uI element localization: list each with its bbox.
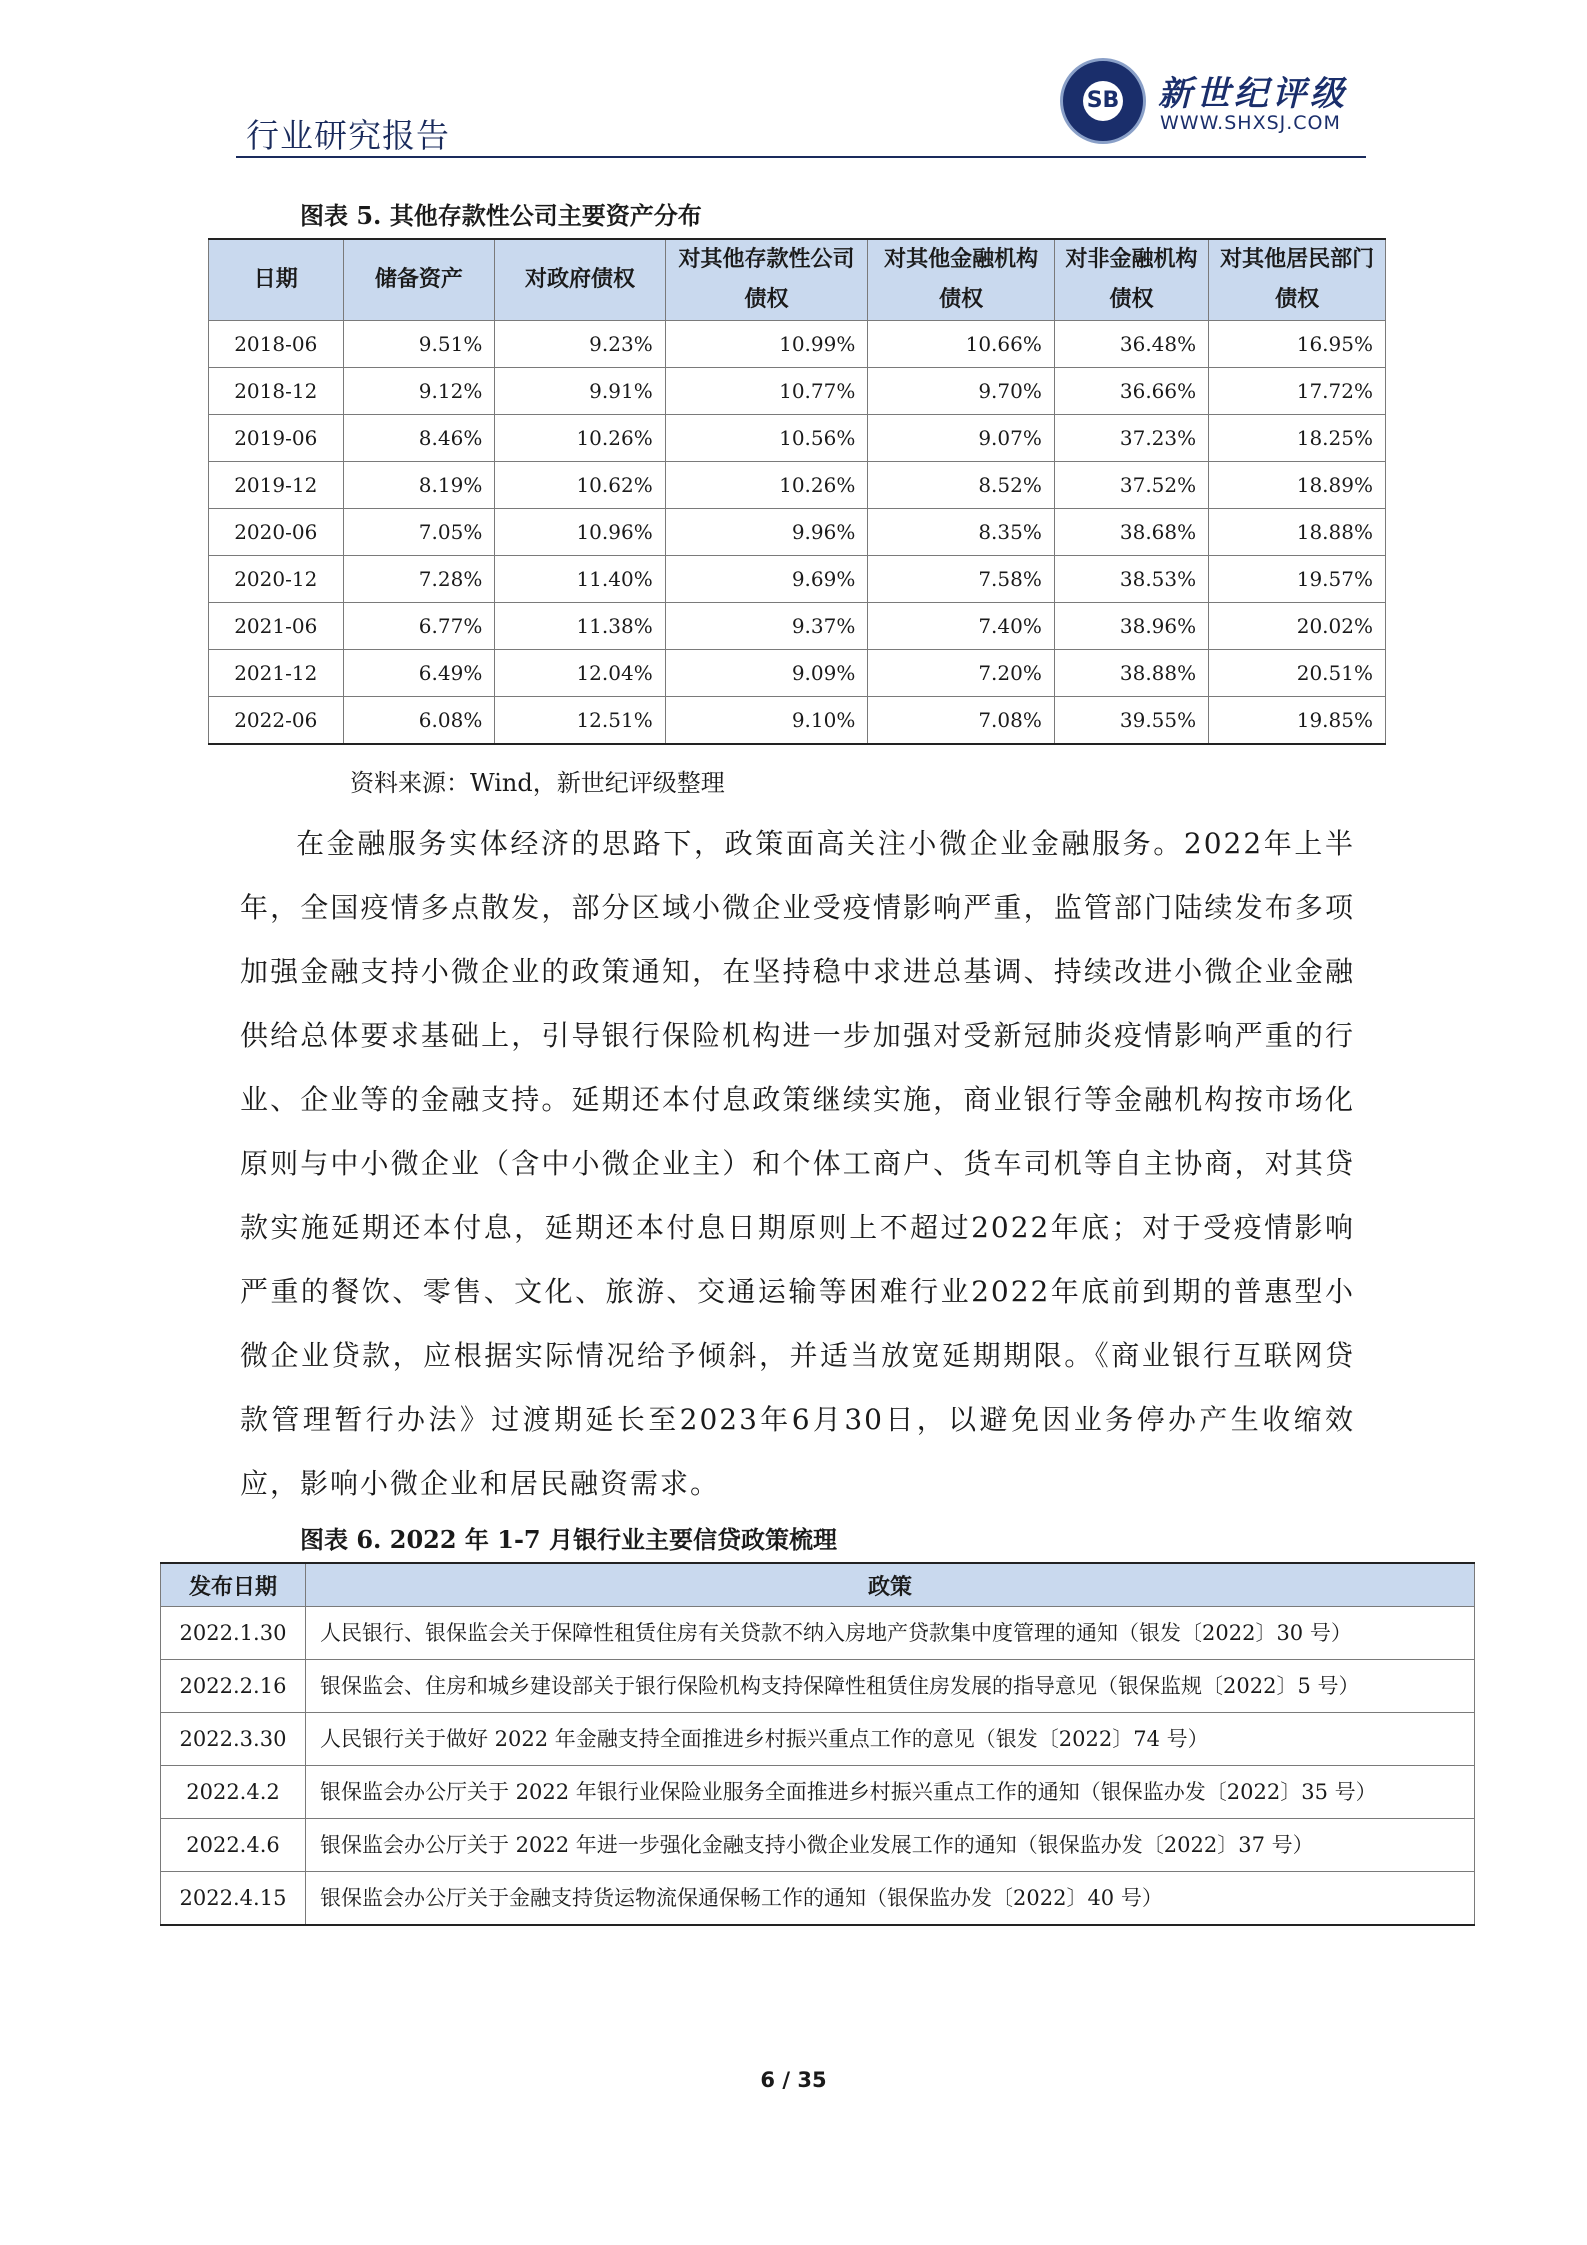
value-cell: 7.05% bbox=[343, 509, 495, 556]
value-cell: 7.08% bbox=[868, 697, 1055, 745]
value-cell: 20.02% bbox=[1209, 603, 1386, 650]
column-header: 对其他存款性公司债权 bbox=[665, 239, 868, 321]
column-header: 政策 bbox=[306, 1563, 1475, 1607]
date-cell: 2022.4.6 bbox=[161, 1819, 306, 1872]
value-cell: 9.69% bbox=[665, 556, 868, 603]
value-cell: 9.70% bbox=[868, 368, 1055, 415]
value-cell: 9.10% bbox=[665, 697, 868, 745]
value-cell: 银保监会办公厅关于 2022 年进一步强化金融支持小微企业发展工作的通知（银保监办发〔2022〕37 号） bbox=[306, 1819, 1475, 1872]
column-header: 发布日期 bbox=[161, 1563, 306, 1607]
value-cell: 16.95% bbox=[1209, 321, 1386, 368]
value-cell: 9.23% bbox=[495, 321, 665, 368]
value-cell: 18.89% bbox=[1209, 462, 1386, 509]
value-cell: 18.25% bbox=[1209, 415, 1386, 462]
value-cell: 银保监会办公厅关于 2022 年银行业保险业服务全面推进乡村振兴重点工作的通知（银保监办发〔2022〕35 号） bbox=[306, 1766, 1475, 1819]
value-cell: 9.12% bbox=[343, 368, 495, 415]
date-cell: 2020-12 bbox=[209, 556, 344, 603]
value-cell: 9.96% bbox=[665, 509, 868, 556]
column-header: 对非金融机构债权 bbox=[1054, 239, 1208, 321]
credit-policy-table bbox=[160, 1562, 1475, 1926]
value-cell: 9.91% bbox=[495, 368, 665, 415]
value-cell: 12.51% bbox=[495, 697, 665, 745]
value-cell: 7.58% bbox=[868, 556, 1055, 603]
logo-emblem-icon bbox=[1060, 58, 1146, 144]
value-cell: 19.57% bbox=[1209, 556, 1386, 603]
value-cell: 10.96% bbox=[495, 509, 665, 556]
table5-source: 资料来源：Wind，新世纪评级整理 bbox=[350, 769, 725, 797]
table-row bbox=[209, 556, 1386, 603]
value-cell: 7.20% bbox=[868, 650, 1055, 697]
value-cell: 37.52% bbox=[1054, 462, 1208, 509]
logo-url: WWW.SHXSJ.COM bbox=[1160, 112, 1341, 134]
value-cell: 19.85% bbox=[1209, 697, 1386, 745]
value-cell: 8.46% bbox=[343, 415, 495, 462]
value-cell: 39.55% bbox=[1054, 697, 1208, 745]
table-row bbox=[161, 1607, 1475, 1660]
table-row bbox=[161, 1713, 1475, 1766]
value-cell: 10.26% bbox=[665, 462, 868, 509]
value-cell: 8.19% bbox=[343, 462, 495, 509]
date-cell: 2019-12 bbox=[209, 462, 344, 509]
column-header: 日期 bbox=[209, 239, 344, 321]
table-row bbox=[209, 650, 1386, 697]
value-cell: 10.62% bbox=[495, 462, 665, 509]
value-cell: 银保监会办公厅关于金融支持货运物流保通保畅工作的通知（银保监办发〔2022〕40 号） bbox=[306, 1872, 1475, 1926]
value-cell: 7.28% bbox=[343, 556, 495, 603]
table-row bbox=[161, 1766, 1475, 1819]
value-cell: 6.49% bbox=[343, 650, 495, 697]
value-cell: 12.04% bbox=[495, 650, 665, 697]
table-row bbox=[209, 697, 1386, 745]
company-logo bbox=[1060, 58, 1370, 148]
logo-name: 新世纪评级 bbox=[1158, 74, 1348, 114]
logo-mark: SB bbox=[1083, 81, 1123, 121]
value-cell: 11.38% bbox=[495, 603, 665, 650]
date-cell: 2022-06 bbox=[209, 697, 344, 745]
table-row bbox=[161, 1872, 1475, 1926]
table-header-row bbox=[209, 239, 1386, 321]
date-cell: 2020-06 bbox=[209, 509, 344, 556]
value-cell: 17.72% bbox=[1209, 368, 1386, 415]
value-cell: 6.08% bbox=[343, 697, 495, 745]
value-cell: 36.66% bbox=[1054, 368, 1208, 415]
value-cell: 38.68% bbox=[1054, 509, 1208, 556]
value-cell: 9.37% bbox=[665, 603, 868, 650]
value-cell: 9.51% bbox=[343, 321, 495, 368]
table-row bbox=[209, 321, 1386, 368]
asset-distribution-table bbox=[208, 238, 1386, 745]
value-cell: 38.53% bbox=[1054, 556, 1208, 603]
value-cell: 8.35% bbox=[868, 509, 1055, 556]
value-cell: 人民银行关于做好 2022 年金融支持全面推进乡村振兴重点工作的意见（银发〔2022〕74 号） bbox=[306, 1713, 1475, 1766]
date-cell: 2022.3.30 bbox=[161, 1713, 306, 1766]
value-cell: 9.09% bbox=[665, 650, 868, 697]
value-cell: 7.40% bbox=[868, 603, 1055, 650]
value-cell: 10.26% bbox=[495, 415, 665, 462]
value-cell: 10.77% bbox=[665, 368, 868, 415]
header-divider bbox=[236, 156, 1366, 158]
value-cell: 38.88% bbox=[1054, 650, 1208, 697]
value-cell: 36.48% bbox=[1054, 321, 1208, 368]
body-paragraph bbox=[240, 812, 1355, 1516]
date-cell: 2018-12 bbox=[209, 368, 344, 415]
table-row bbox=[209, 415, 1386, 462]
value-cell: 20.51% bbox=[1209, 650, 1386, 697]
value-cell: 10.66% bbox=[868, 321, 1055, 368]
table-row bbox=[209, 509, 1386, 556]
value-cell: 8.52% bbox=[868, 462, 1055, 509]
column-header: 储备资产 bbox=[343, 239, 495, 321]
table-row bbox=[209, 462, 1386, 509]
date-cell: 2022.4.2 bbox=[161, 1766, 306, 1819]
value-cell: 10.99% bbox=[665, 321, 868, 368]
table-row bbox=[209, 368, 1386, 415]
column-header: 对其他居民部门债权 bbox=[1209, 239, 1386, 321]
column-header: 对政府债权 bbox=[495, 239, 665, 321]
table-row bbox=[209, 603, 1386, 650]
value-cell: 18.88% bbox=[1209, 509, 1386, 556]
report-header-title: 行业研究报告 bbox=[246, 116, 450, 155]
table6-caption: 图表 6. 2022 年 1-7 月银行业主要信贷政策梳理 bbox=[300, 1525, 837, 1554]
table-row bbox=[161, 1819, 1475, 1872]
table-header-row bbox=[161, 1563, 1475, 1607]
value-cell: 银保监会、住房和城乡建设部关于银行保险机构支持保障性租赁住房发展的指导意见（银保监规〔2022〕5 号） bbox=[306, 1660, 1475, 1713]
table-row bbox=[161, 1660, 1475, 1713]
date-cell: 2022.4.15 bbox=[161, 1872, 306, 1926]
value-cell: 10.56% bbox=[665, 415, 868, 462]
value-cell: 11.40% bbox=[495, 556, 665, 603]
date-cell: 2021-12 bbox=[209, 650, 344, 697]
value-cell: 37.23% bbox=[1054, 415, 1208, 462]
column-header: 对其他金融机构债权 bbox=[868, 239, 1055, 321]
table5-caption: 图表 5. 其他存款性公司主要资产分布 bbox=[300, 201, 702, 230]
date-cell: 2022.1.30 bbox=[161, 1607, 306, 1660]
page-number: 6 / 35 bbox=[760, 2068, 827, 2092]
value-cell: 6.77% bbox=[343, 603, 495, 650]
date-cell: 2021-06 bbox=[209, 603, 344, 650]
date-cell: 2018-06 bbox=[209, 321, 344, 368]
value-cell: 38.96% bbox=[1054, 603, 1208, 650]
value-cell: 9.07% bbox=[868, 415, 1055, 462]
paragraph-text: 在金融服务实体经济的思路下，政策面高关注小微企业金融服务。2022年上半年，全国疫情多点散发，部分区域小微企业受疫情影响严重，监管部门陆续发布多项加强金融支持小微企业的政策通知，在坚持稳中求进总基调、持续改进小微企业金融供给总体要求基础上，引导银行保险机构进一步加强对受新冠肺炎疫情影响严重的行业、企业等的金融支持。延期还本付息政策继续实施，商业银行等金融机构按市场化原则与中小微企业（含中小微企业主）和个体工商户、货车司机等自主协商，对其贷款实施延期还本付息，延期还本付息日期原则上不超过2022年底；对于受疫情影响严重的餐饮、零售、文化、旅游、交通运输等困难行业2022年底前到期的普惠型小微企业贷款，应根据实际情况给予倾斜，并适当放宽延期期限。《商业银行互联网贷款管理暂行办法》过渡期延长至2023年6月30日，以避免因业务停办产生收缩效应，影响小微企业和居民融资需求。 bbox=[240, 827, 1355, 1500]
date-cell: 2022.2.16 bbox=[161, 1660, 306, 1713]
date-cell: 2019-06 bbox=[209, 415, 344, 462]
value-cell: 人民银行、银保监会关于保障性租赁住房有关贷款不纳入房地产贷款集中度管理的通知（银发〔2022〕30 号） bbox=[306, 1607, 1475, 1660]
